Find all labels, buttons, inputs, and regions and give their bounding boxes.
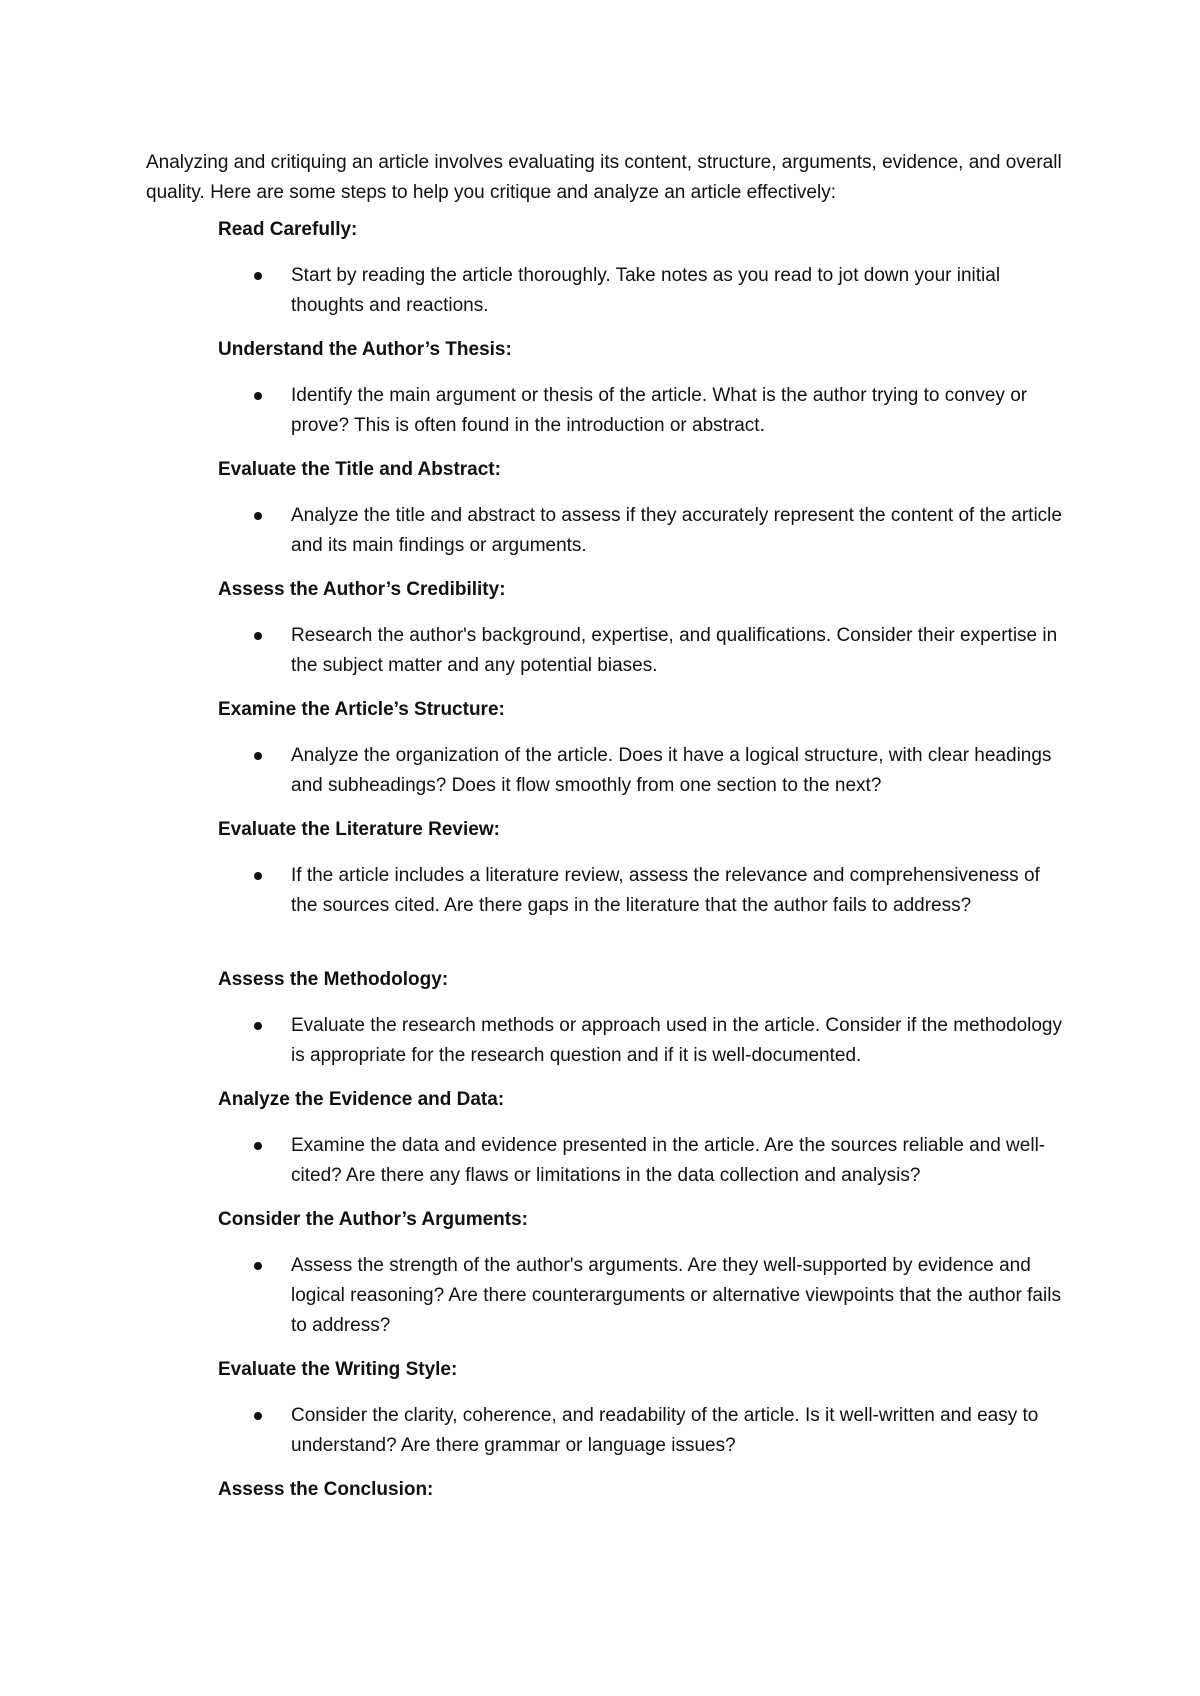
intro-paragraph: Analyzing and critiquing an article involves evaluating its content, structure, arguments, evidence, and overall quality. Here are some steps to help you critique and analyze an article effectively: [146, 152, 1062, 203]
bullet-icon [254, 272, 262, 280]
bullet-icon [254, 1142, 262, 1150]
step-title: Assess the Methodology: [218, 969, 449, 990]
bullet-text: Analyze the organization of the article. Does it have a logical structure, with clear headings and subheadings? Does it flow smoothly from one section to the next? [291, 745, 1052, 796]
step-title: Consider the Author’s Arguments: [218, 1209, 528, 1230]
step-title: Analyze the Evidence and Data: [218, 1089, 505, 1110]
step-title: Evaluate the Literature Review: [218, 819, 500, 840]
step-title: Evaluate the Writing Style: [218, 1359, 458, 1380]
bullet-icon [254, 752, 262, 760]
bullet-icon [254, 1262, 262, 1270]
step-title: Assess the Author’s Credibility: [218, 579, 506, 600]
bullet-icon [254, 632, 262, 640]
step-title: Assess the Conclusion: [218, 1479, 434, 1500]
bullet-text: Consider the clarity, coherence, and readability of the article. Is it well-written and easy to understand? Are there grammar or language issues? [291, 1405, 1039, 1456]
bullet-icon [254, 392, 262, 400]
bullet-text: If the article includes a literature review, assess the relevance and comprehensiveness of the sources cited. Are there gaps in the literature that the author fails to address? [291, 865, 1040, 916]
step-title: Read Carefully: [218, 219, 358, 240]
bullet-icon [254, 1412, 262, 1420]
step-title: Examine the Article’s Structure: [218, 699, 505, 720]
bullet-text: Identify the main argument or thesis of the article. What is the author trying to convey or prove? This is often found in the introduction or abstract. [291, 385, 1028, 436]
step-title: Evaluate the Title and Abstract: [218, 459, 501, 480]
bullet-text: Research the author's background, expertise, and qualifications. Consider their expertise in the subject matter and any potential biases. [291, 625, 1058, 676]
bullet-icon [254, 872, 262, 880]
step-title: Understand the Author’s Thesis: [218, 339, 512, 360]
bullet-text: Analyze the title and abstract to assess if they accurately represent the content of the article and its main findings or arguments. [291, 505, 1062, 556]
bullet-text: Examine the data and evidence presented in the article. Are the sources reliable and well-cited? Are there any flaws or limitations in the data collection and analysis? [291, 1135, 1046, 1186]
bullet-icon [254, 1022, 262, 1030]
bullet-text: Start by reading the article thoroughly. Take notes as you read to jot down your initial thoughts and reactions. [291, 265, 1001, 316]
bullet-icon [254, 512, 262, 520]
bullet-text: Evaluate the research methods or approach used in the article. Consider if the methodology is appropriate for the research question and if it is well-documented. [291, 1015, 1063, 1066]
bullet-text: Assess the strength of the author's arguments. Are they well-supported by evidence and logical reasoning? Are there counterarguments or alternative viewpoints that the author fails to address? [291, 1255, 1061, 1336]
